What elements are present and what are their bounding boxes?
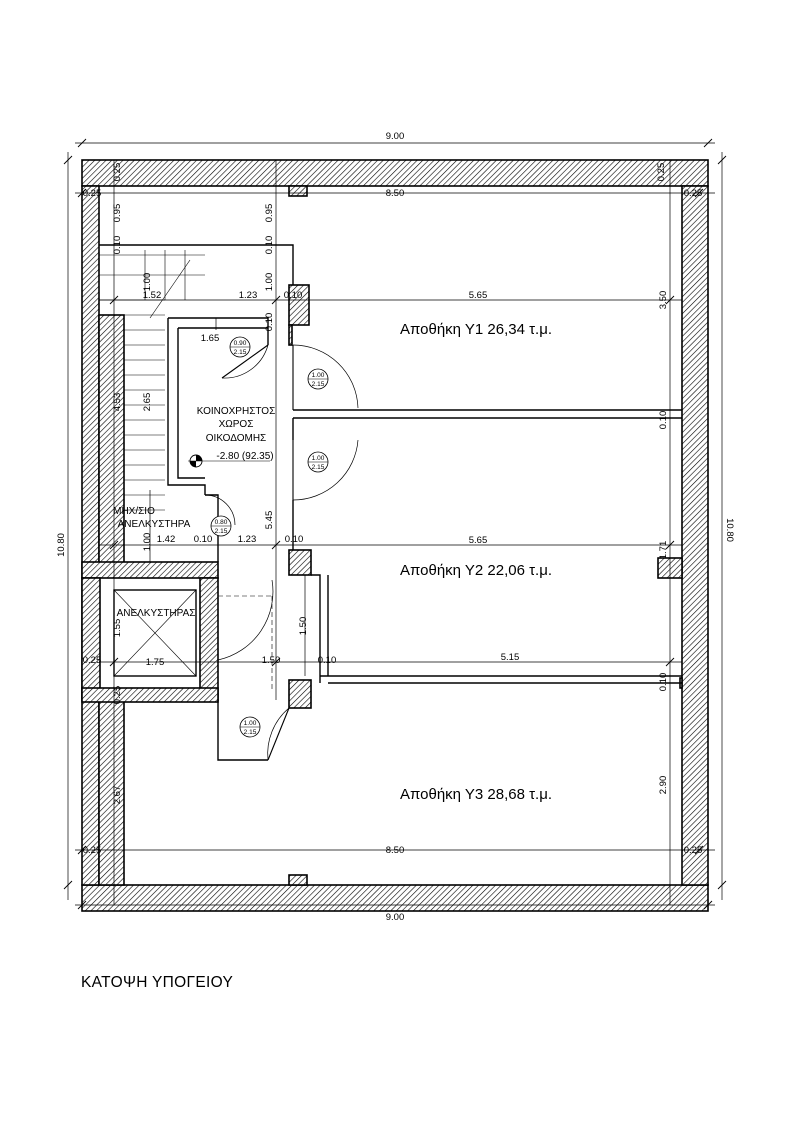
level-label: -2.80 (92.35) bbox=[216, 451, 274, 462]
common-area-label-2: ΧΩΡΟΣ bbox=[218, 419, 254, 430]
door-badge-3-width: 1.00 bbox=[311, 455, 325, 462]
door-badge-5 bbox=[240, 717, 260, 737]
common-area-label-3: ΟΙΚΟΔΟΜΗΣ bbox=[205, 433, 267, 444]
dim-wall-tr: 0.25 bbox=[683, 188, 703, 199]
dim-d-152: 1.52 bbox=[142, 290, 162, 301]
dim-bottom-total: 9.00 bbox=[385, 912, 405, 923]
dim-d-010h: 0.10 bbox=[658, 410, 669, 430]
page-title: ΚΑΤΟΨΗ ΥΠΟΓΕΙΟΥ bbox=[81, 974, 234, 991]
dim-wall-lt: 0.25 bbox=[112, 162, 123, 182]
outer-walls bbox=[82, 160, 708, 911]
door-badge-4-width: 0.80 bbox=[214, 519, 228, 526]
dim-d-265: 2.65 bbox=[142, 392, 153, 412]
door-badge-2-width: 1.00 bbox=[311, 372, 325, 379]
door-badge-1-width: 0.90 bbox=[233, 340, 247, 347]
door-badge-4 bbox=[211, 516, 231, 536]
door-badge-2-height: 2.15 bbox=[311, 381, 325, 388]
dim-d-100c: 1.00 bbox=[142, 532, 153, 552]
machine-room-label-2: ΑΝΕΛΚΥΣΤΗΡΑ bbox=[117, 519, 191, 530]
dim-d-142: 1.42 bbox=[156, 534, 176, 545]
dim-stair-010a: 0.10 bbox=[112, 235, 123, 255]
dim-d-010d: 0.10 bbox=[264, 312, 275, 332]
dim-left-total: 10.80 bbox=[56, 533, 67, 557]
room-y1-title: Αποθήκη Υ1 26,34 τ.μ. bbox=[400, 321, 553, 338]
dim-d-123b: 1.23 bbox=[237, 534, 257, 545]
dim-d-123a: 1.23 bbox=[238, 290, 258, 301]
door-badge-3-height: 2.15 bbox=[311, 464, 325, 471]
dim-y3-height: 2.90 bbox=[658, 775, 669, 795]
dim-d-010c: 0.10 bbox=[283, 290, 303, 301]
dim-y1-height: 3.50 bbox=[658, 290, 669, 310]
dim-wall-rt: 0.25 bbox=[656, 162, 667, 182]
door-badge-2 bbox=[308, 369, 328, 389]
door-badge-5-width: 1.00 bbox=[243, 720, 257, 727]
dim-d-545: 5.45 bbox=[264, 510, 275, 530]
dim-d-010e: 0.10 bbox=[193, 534, 213, 545]
dim-top-total: 9.00 bbox=[385, 131, 405, 142]
dim-d-267: 2.67 bbox=[112, 785, 123, 805]
dim-d-175: 1.75 bbox=[145, 657, 165, 668]
dim-d-010i: 0.10 bbox=[658, 672, 669, 692]
elevator-label: ΑΝΕΛΚΥΣΤΗΡΑΣ bbox=[116, 608, 196, 619]
dim-bottom-inner: 8.50 bbox=[385, 845, 405, 856]
door-badge-4-height: 2.15 bbox=[214, 528, 228, 535]
dim-wall-tl: 0.25 bbox=[82, 188, 102, 199]
dim-stair-095a: 0.95 bbox=[112, 203, 123, 223]
machine-room-label-1: ΜΗΧ/ΣΙΟ bbox=[113, 506, 155, 517]
dim-right-total: 10.80 bbox=[724, 518, 735, 542]
dim-y2-width: 5.65 bbox=[468, 535, 488, 546]
door-badge-1 bbox=[230, 337, 250, 357]
dim-stair-095b: 0.95 bbox=[264, 203, 275, 223]
door-badge-3 bbox=[308, 452, 328, 472]
dim-d-150b: 1.50 bbox=[298, 616, 309, 636]
dim-wall-lb: 0.25 bbox=[112, 685, 123, 705]
dim-d-165: 1.65 bbox=[200, 333, 220, 344]
dim-y2-lower-width: 5.15 bbox=[500, 652, 520, 663]
dim-wall-br: 0.25 bbox=[683, 845, 703, 856]
dim-wall-bl: 0.25 bbox=[82, 845, 102, 856]
dim-d-155: 1.55 bbox=[112, 618, 123, 638]
room-y2-title: Αποθήκη Υ2 22,06 τ.μ. bbox=[400, 562, 553, 579]
dim-d-150a: 1.50 bbox=[261, 655, 281, 666]
dim-d-453: 4.53 bbox=[112, 392, 123, 412]
dim-wall-lm: 0.25 bbox=[82, 655, 102, 666]
dim-y1-width: 5.65 bbox=[468, 290, 488, 301]
dim-d-100a: 1.00 bbox=[142, 272, 153, 292]
door-badge-1-height: 2.15 bbox=[233, 349, 247, 356]
dim-y2-height: 1.71 bbox=[658, 540, 669, 560]
door-badge-5-height: 2.15 bbox=[243, 729, 257, 736]
dim-d-010f: 0.10 bbox=[284, 534, 304, 545]
dim-d-100b: 1.00 bbox=[264, 272, 275, 292]
dim-top-inner: 8.50 bbox=[385, 188, 405, 199]
room-y3-title: Αποθήκη Υ3 28,68 τ.μ. bbox=[400, 786, 553, 803]
dim-stair-010b: 0.10 bbox=[264, 235, 275, 255]
interior-walls bbox=[82, 245, 682, 760]
dim-d-010g: 0.10 bbox=[317, 655, 337, 666]
common-area-label-1: ΚΟΙΝΟΧΡΗΣΤΟΣ bbox=[196, 406, 276, 417]
